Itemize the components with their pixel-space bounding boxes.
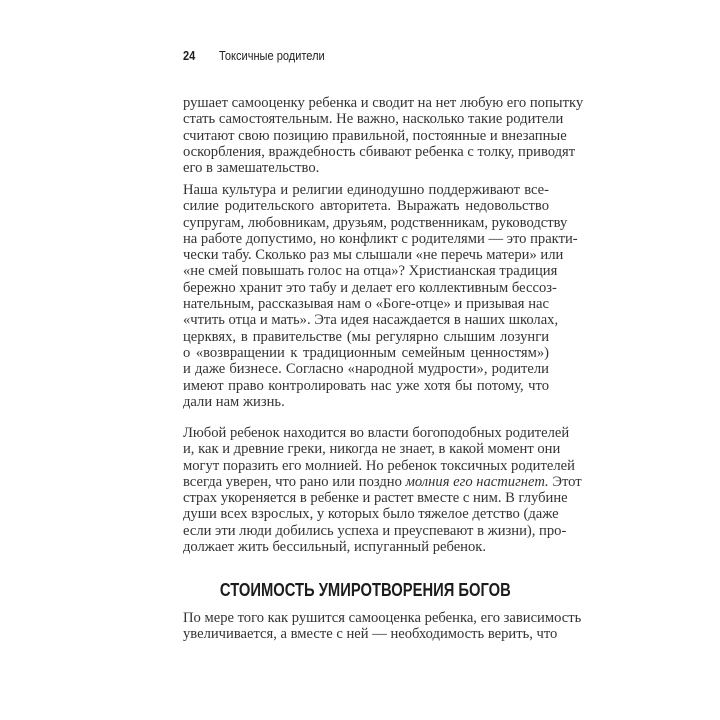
text-line: могут поразить его молнией. Но ребенок токсичных родителей	[183, 457, 575, 474]
emphasized-phrase: молния его настигнет.	[405, 473, 549, 490]
text-line: оскорбления, враждебность сбивают ребенка с толку, приводят	[183, 143, 576, 160]
text-line: если эти люди добились успеха и преуспевают в жизни), про-	[183, 522, 567, 539]
text-segment: всегда уверен, что рано или поздно	[183, 473, 402, 490]
text-line: души всех взрослых, у которых было тяжелое детство (даже	[183, 506, 559, 523]
text-line-with-emphasis	[183, 473, 582, 490]
paragraph-2	[183, 182, 578, 410]
text-line: Любой ребенок находится во власти богоподобных родителей	[183, 425, 570, 441]
paragraph-3	[183, 425, 582, 556]
page-number: 24	[183, 48, 196, 63]
text-line: считают свою позицию правильной, постоянные и внезапные	[183, 127, 567, 144]
text-line: его в замешательство.	[183, 160, 320, 177]
text-line: супругам, любовникам, друзьям, родственникам, руководству	[183, 214, 568, 231]
text-line: стать самостоятельным. Не важно, насколько такие родители	[183, 111, 564, 128]
text-line: Наша культура и религии единодушно поддерживают все-	[183, 182, 549, 198]
text-line: должает жить бессильный, испуганный ребенок.	[183, 539, 487, 556]
text-line: «чтить отца и мать». Эта идея насаждается в наших школах,	[183, 312, 559, 329]
text-line: нательным, рассказывая нам о «Боге-отце» и призывая нас	[183, 296, 549, 313]
text-line: имеют право контролировать нас уже хотя бы потому, что	[183, 377, 549, 394]
section-heading	[0, 580, 720, 601]
paragraph-4	[183, 610, 582, 643]
book-title: Токсичные родители	[219, 48, 325, 63]
text-line: «не смей повышать голос на отца»? Христианская традиция	[183, 263, 558, 280]
text-line: По мере того как рушится самооценка ребенка, его зависимость	[183, 610, 582, 626]
text-line: рушает самооценку ребенка и сводит на нет любую его попытку	[183, 95, 584, 111]
text-line: и даже бизнесе. Согласно «народной мудрости», родители	[183, 361, 549, 378]
text-line: на работе допустимо, но конфликт с родителями — это практи-	[183, 230, 578, 247]
text-line: бережно хранит это табу и делает его коллективным бессоз-	[183, 279, 557, 296]
paragraph-1	[183, 95, 584, 177]
running-header	[183, 48, 325, 63]
text-line: и, как и древние греки, никогда не знает, в какой момент они	[183, 441, 561, 458]
text-line: увеличивается, а вместе с ней — необходимость верить, что	[183, 626, 558, 643]
text-line: церквях, в правительстве (мы регулярно слышим лозунги	[183, 328, 549, 345]
text-line: чески табу. Сколько раз мы слышали «не перечь матери» или	[183, 247, 564, 264]
text-line: страх укореняется в ребенке и растет вместе с ним. В глубине	[183, 490, 568, 507]
text-line: дали нам жизнь.	[183, 393, 285, 410]
text-line: о «возвращении к традиционным семейным ценностям»)	[183, 344, 549, 361]
text-line: силие родительского авторитета. Выражать недовольство	[183, 198, 549, 215]
text-segment: Этот	[552, 473, 582, 490]
section-heading-text: СТОИМОСТЬ УМИРОТВОРЕНИЯ БОГОВ	[219, 580, 511, 600]
